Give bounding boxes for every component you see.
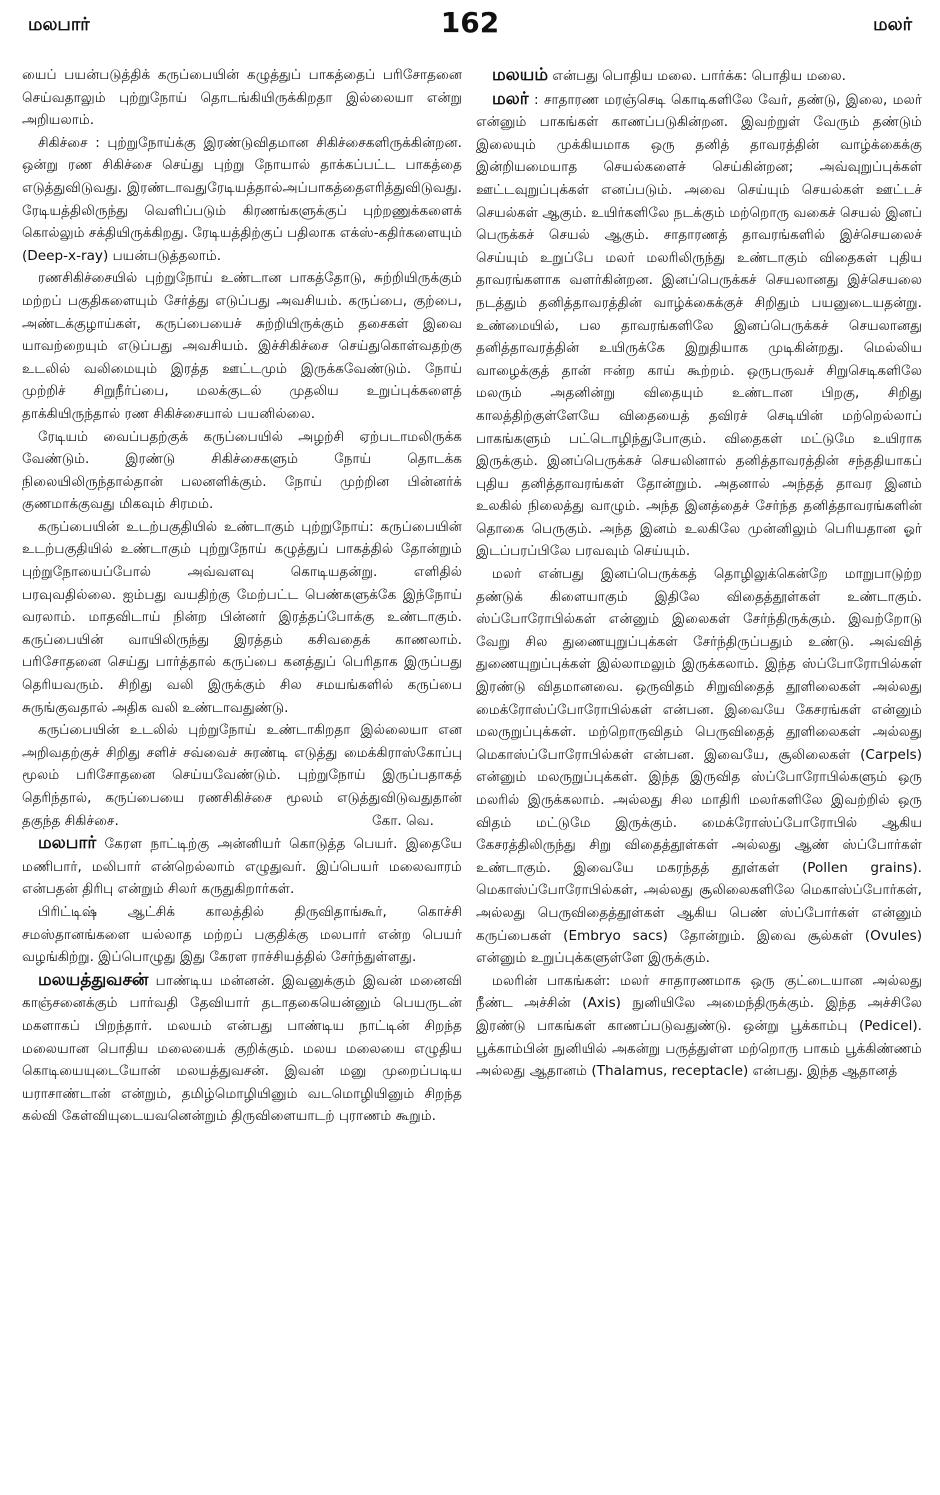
paragraph-text: ரணசிகிச்சையில் புற்றுநோய் உண்டான பாகத்தோடு, சுற்றியிருக்கும் மற்றப் பகுதிகளையும் சேர்த்து எடுப்பது அவசியம். கருப்பை, குற்பை, அண்டக்குழாய்கள், கருப்பையைச் சுற்றியிருக்கும் தசைகள் இவை யாவற்றையும் எடுப்பது அவசியம். இச்சிகிச்சை செய்துகொள்வதற்கு உடலில் வலிமையும் இரத்த ஊட்டமும் இருக்கவேண்டும். நோய் முற்றிச் சிறுநீர்ப்பை, மலக்குடல் முதலிய உறுப்புக்களைத் தாக்கியிருந்தால் ரண சிகிச்சையால் பயனில்லை. xyxy=(22,270,462,422)
paragraph-text: பிரிட்டிஷ் ஆட்சிக் காலத்தில் திருவிதாங்கூர், கொச்சி சமஸ்தானங்களை யல்லாத மற்றப் பகுதிக்கு மலபார் என்ற பெயர் வழங்கிற்று. இப்பொழுது இது கேரள ராச்சியத்தில் சேர்ந்துள்ளது. xyxy=(22,903,462,966)
entry-headword: மலபார் xyxy=(38,833,97,854)
paragraph-text: யைப் பயன்படுத்திக் கருப்பையின் கழுத்துப் பாகத்தைப் பரிசோதனை செய்வதாலும் புற்றுநோய் தொடங்கியிருக்கிறதா இல்லையா என்று அறியலாம். xyxy=(22,67,462,129)
paragraph-text: சிகிச்சை : புற்றுநோய்க்கு இரண்டுவிதமான சிகிச்சைகளிருக்கின்றன. ஒன்று ரண சிகிச்சை செய்து புற்று நோயால் தாக்கப்பட்ட பாகத்தை எடுத்துவிடுவது. இரண்டாவதுரேடியத்தால்அப்பாகத்தைஎரித்துவிடுவது. ரேடியத்திலிருந்து வெளிப்படும் கிரணங்களுக்குப் புற்றணுக்களைக் கொல்லும் சக்தியிருக்கிறது. ரேடியத்திற்குப் பதிலாக எக்ஸ்-கதிர்களையும் (Deep-x-ray) பயன்படுத்தலாம். xyxy=(22,134,462,264)
entry-text: கேரள நாட்டிற்கு அன்னியர் கொடுத்த பெயர். இதையே மணிபார், மலிபார் என்றெல்லாம் எழுதுவர். இப்பெயர் மலைவாரம் என்பதன் திரிபு என்றும் சிலர் கருதுகிறார்கள். xyxy=(22,836,462,898)
paragraph xyxy=(22,719,462,832)
entry xyxy=(22,832,462,901)
left-column xyxy=(22,64,462,1484)
paragraph-text: கருப்பையின் உடலில் புற்றுநோய் உண்டாகிறதா இல்லையா என அறிவதற்குச் சிறிது சளிச் சவ்வைச் சுரண்டி எடுத்து மைக்கிராஸ்கோப்பு மூலம் பரிசோதனை செய்யவேண்டும். புற்றுநோய் இருப்பதாகத் தெரிந்தால், கருப்பையை ரணசிகிச்சை மூலம் எடுத்துவிடுவதுதான் தகுந்த சிகிச்சை. xyxy=(22,722,462,829)
right-column xyxy=(476,64,922,1484)
author-initials: கோ. வெ. xyxy=(371,812,434,829)
paragraph-text: மலரின் பாகங்கள்: மலர் சாதாரணமாக ஒரு குட்டையான அல்லது நீண்ட அச்சின் (Axis) நுனியிலே அமைந்திருக்கும். இந்த அச்சிலே இரண்டு பாகங்கள் காணப்படுவதுண்டு. ஒன்று பூக்காம்பு (Pedicel). பூக்காம்பின் நுனியில் அகன்று பருத்துள்ள மற்றொரு பாகம் பூக்கிண்ணம் அல்லது ஆதானம் (Thalamus, receptacle) என்பது. இந்த ஆதானத் xyxy=(476,972,922,1080)
paragraph xyxy=(476,970,922,1083)
entry-headword: மலர் xyxy=(492,88,529,109)
entry xyxy=(476,64,922,88)
entry-headword: மலயம் xyxy=(492,65,549,85)
entry xyxy=(22,969,462,1128)
paragraph xyxy=(22,516,462,719)
entry-text: என்பது பொதிய மலை. பார்க்க: பொதிய மலை. xyxy=(548,68,846,84)
running-head-right: மலர் xyxy=(873,14,912,35)
entry xyxy=(476,88,922,563)
paragraph xyxy=(22,267,462,425)
entry-text: பாண்டிய மன்னன். இவனுக்கும் இவன் மனைவி காஞ்சனைக்கும் பார்வதி தேவியார் தடாதகையென்னும் பெயருடன் மகளாகப் பிறந்தார். மலயம் என்பது பாண்டிய நாட்டின் சிறந்த மலையான பொதிய மலையைக் குறிக்கும். மலய மலையை எழுதிய கொடியையுடையோன் மலயத்துவசன். இவன் மனு முறைப்படிய யராசாண்டான் என்றும், தமிழ்மொழியினும் வடமொழியினும் சிறந்த கல்வி கேள்வியுடையவனென்றும் திருவிளையாடற் புராணம் கூறும். xyxy=(22,972,462,1125)
paragraph-text: மலர் என்பது இனப்பெருக்கத் தொழிலுக்கென்றே மாறுபாடுற்ற தண்டுக் கிளையாகும் இதிலே விதைத்தூள்கள் உண்டாகும். ஸ்ப்போரோபில்கள் என்னும் இலைகள் சேர்ந்திருக்கும். இவற்றோடு வேறு சில துணையுறுப்புக்கள் சேர்ந்திருப்பதும் உண்டு. அவ்வித் துணையுறுப்புக்கள் இல்லாமலும் இருக்கலாம். இந்த ஸ்ப்போரோபில்கள் இரண்டு விதமானவை. ஒருவிதம் சிறுவிதைத் தூளிலைகள் அல்லது மைக்ரோஸ்ப்போரோபில்கள் என்பன. இவையே கேசரங்கள் என்னும் மலருறுப்புக்கள். மற்றொருவிதம் பெருவிதைத் தூளிலைகள் அல்லது மெகாஸ்ப்போரோபில்கள் என்பன. இவையே, சூலிலைகள் (Carpels) என்னும் மலருறுப்புக்கள். இந்த இருவித ஸ்ப்போரோபில்களும் ஒரு மலரில் இருக்கலாம். அல்லது சில மாதிரி மலர்களிலே இவற்றில் ஒரு விதம் மட்டுமே இருக்கும். மைக்ரோஸ்ப்போரோபில் ஆகிய கேசரத்திலிருந்து சிறு விதைத்தூள்கள் அல்லது ஆண் ஸ்ப்போர்கள் உண்டாகும். இவையே மகரந்தத் தூள்கள் (Pollen grains). மெகாஸ்ப்போரோபில்கள், அல்லது சூலிலைகளிலே மெகாஸ்ப்போர்கள், அல்லது பெருவிதைத்தூள்கள் ஆகிய பெண் ஸ்ப்போர்கள் என்னும் கருப்பைகள் (Embryo sacs) தோன்றும். இவை சூல்கள் (Ovules) என்னும் உறுப்புக்களுள்ளே இருக்கும். xyxy=(476,566,922,967)
paragraph xyxy=(476,563,922,970)
paragraph-text: ரேடியம் வைப்பதற்குக் கருப்பையில் அழற்சி ஏற்படாமலிருக்க வேண்டும். இரண்டு சிகிச்சைகளும் நோய் தொடக்க நிலையிலிருந்தால்தான் பலனளிக்கும். நோய் முற்றின பின்னர்க் குணமாக்குவது மிகவும் சிரமம். xyxy=(22,428,462,513)
page-number: 162 xyxy=(440,6,500,39)
paragraph xyxy=(22,901,462,969)
entry-headword: மலயத்துவசன் xyxy=(38,969,149,990)
paragraph-text: கருப்பையின் உடற்பகுதியில் உண்டாகும் புற்றுநோய்: கருப்பையின் உடற்பகுதியில் உண்டாகும் புற்றுநோய் கழுத்துப் பாகத்தில் தோன்றும் புற்றுநோயைப்போல் அவ்வளவு கொடியதன்று. எளிதில் பரவுவதில்லை. ஐம்பது வயதிற்கு மேற்பட்ட பெண்களுக்கே இந்நோய் வரலாம். மாதவிடாய் நின்ற பின்னர் இரத்தப்போக்கு உண்டாகும். கருப்பையின் வாயிலிருந்து இரத்தம் கசிவதைக் காணலாம். பரிசோதனை செய்து பார்த்தால் கருப்பை கனத்துப் பெரிதாக இருப்பது தெரியவரும். சிறிது வலி இருக்கும் சில சமயங்களில் கருப்பை சுருங்குவதால் அதிக வலி உண்டாவதுண்டு. xyxy=(22,518,462,716)
running-head-left: மலபார் xyxy=(28,14,90,35)
page-header xyxy=(28,6,912,46)
paragraph xyxy=(22,426,462,516)
entry-text: : சாதாரண மரஞ்செடி கொடிகளிலே வேர், தண்டு, இலை, மலர் என்னும் பாகங்கள் காணப்படுகின்றன. இவற்றுள் வேரும் தண்டும் இலையும் முக்கியமாக ஒரு தனித் தாவரத்தின் வாழ்க்கைக்கு இன்றியமையாத செயல்களைச் செய்கின்றன; அவ்வுறுப்புக்கள் ஊட்டவுறுப்புக்கள் எனப்படும். அவை செய்யும் செயல்கள் ஊட்டச் செயல்கள் ஆகும். உயிர்களிலே நடக்கும் மற்றொரு வகைச் செயல் இனப் பெருக்கச் செயல் ஆகும். சாதாரணத் தாவரங்களில் இச்செயலைச் செய்யும் உறுப்பே மலர் மலரிலிருந்து உண்டாகும் விதைகள் புதிய தாவரங்களாக வளர்கின்றன. இனப்பெருக்கச் செயலானது இச்செயலை நடத்தும் தனித்தாவரத்தின் வாழ்க்கைக்குச் சிறிதும் பயனுடையதன்று. உண்மையில், பல தாவரங்களிலே இனப்பெருக்கச் செயலானது தனித்தாவரத்தின் உயிருக்கே இறுதியாக முடிகின்றது. மெல்லிய வாழைக்குத் தான் ஈன்ற காய் கூற்றம். ஒருபருவச் சிறுசெடிகளிலே மலரும் அதனின்று விதையும் உண்டான பிறகு, சிறிது காலத்திற்குள்ளேயே விதையைத் தவிரச் செடியின் மற்றெல்லாப் பாகங்களும் பட்டொழிந்துபோகும். விதைகள் மட்டுமே உயிராக இருக்கும். இனப்பெருக்கச் செயலினால் தனித்தாவரத்தின் சந்ததியாகப் புதிய தனித்தாவரங்கள் தோன்றும். அதனால் அந்தத் தாவர இனம் உலகில் நிலைத்து வாழும். அந்த இனத்தைச் சேர்ந்த தனித்தாவரங்களின் தொகை பெருகும். அந்த இனம் உலகிலே முன்னிலும் பெரியதான ஓர் இடப்பரப்பிலே பரவவும் செய்யும். xyxy=(476,91,922,560)
paragraph xyxy=(22,132,462,268)
paragraph xyxy=(22,64,462,132)
